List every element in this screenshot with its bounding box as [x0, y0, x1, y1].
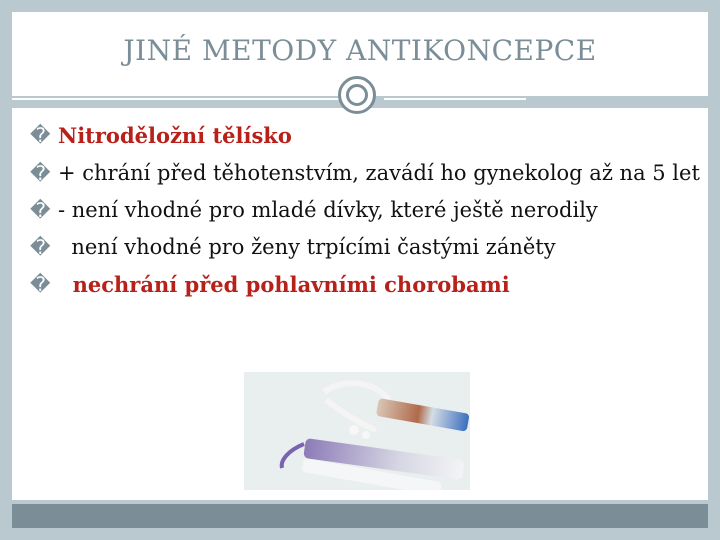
bullet-list: [30, 120, 700, 307]
bullet-mark-icon: �: [30, 161, 51, 185]
bullet-mark-icon: �: [30, 235, 51, 259]
footer-bar: [12, 504, 708, 528]
iud-device-icon: [244, 372, 470, 490]
ring-ornament-icon: [338, 76, 376, 114]
bullet-item: [30, 232, 700, 263]
divider-line-right: [384, 98, 526, 100]
bullet-item: [30, 158, 700, 189]
bullet-text: nechrání před pohlavními chorobami: [58, 272, 510, 297]
iud-photo: [244, 372, 470, 490]
bullet-text: + chrání před těhotenstvím, zavádí ho gynekolog až na 5 let: [58, 161, 700, 185]
slide-title: JINÉ METODY ANTIKONCEPCE: [123, 34, 597, 67]
divider-line-left: [12, 98, 340, 100]
bullet-mark-icon: �: [30, 272, 51, 296]
bullet-text: Nitroděložní tělísko: [58, 123, 292, 148]
bullet-mark-icon: �: [30, 198, 51, 222]
bullet-text: - není vhodné pro mladé dívky, které ještě nerodily: [58, 198, 598, 222]
bullet-item: [30, 120, 700, 152]
bullet-mark-icon: �: [30, 123, 51, 147]
bullet-text: není vhodné pro ženy trpícími častými záněty: [58, 235, 556, 259]
bullet-item: [30, 195, 700, 226]
bullet-item: [30, 269, 700, 301]
